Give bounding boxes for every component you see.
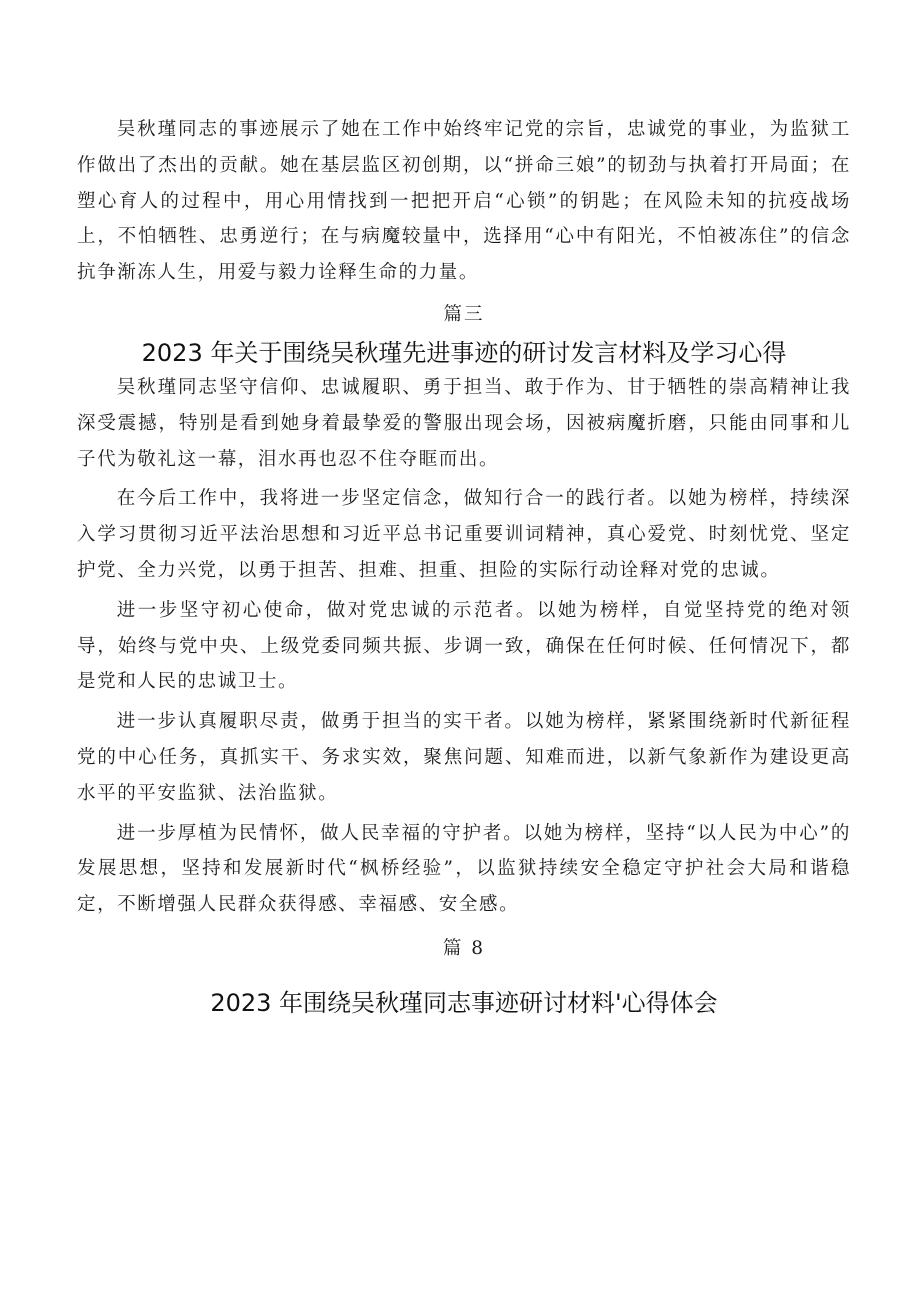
section-3-title: 2023 年关于围绕吴秋瑾先进事迹的研讨发言材料及学习心得 xyxy=(141,338,787,367)
section-3-paragraph: 进一步认真履职尽责，做勇于担当的实干者。以她为榜样，紧紧围绕新时代新征程党的中心任务，真抓实干、务求实效，聚焦问题、知难而进，以新气象新作为建设更高水平的平安监狱、法治监狱。 xyxy=(77,711,851,804)
section-3-paragraph: 在今后工作中，我将进一步坚定信念，做知行合一的践行者。以她为榜样，持续深入学习贯彻习近平法治思想和习近平总书记重要训词精神，真心爱党、时刻忧党、坚定护党、全力兴党，以勇于担苦、担难、担重、担险的实际行动诠释对党的忠诚。 xyxy=(77,488,851,581)
section-3-paragraph: 进一步厚植为民情怀，做人民幸福的守护者。以她为榜样，坚持“以人民为中心”的发展思想，坚持和发展新时代“枫桥经验”，以监狱持续安全稳定守护社会大局和谐稳定，不断增强人民群众获得感、幸福感、安全感。 xyxy=(77,822,851,916)
intro-paragraph: 吴秋瑾同志的事迹展示了她在工作中始终牢记党的宗旨，忠诚党的事业，为监狱工作做出了杰出的贡献。她在基层监区初创期，以“拼命三娘”的韧劲与执着打开局面；在塑心育人的过程中，用心用情找到一把把开启“心锁”的钥匙；在风险未知的抗疫战场上，不怕牺牲、忠勇逆行；在与病魔较量中，选择用“心中有阳光，不怕被冻住”的信念抗争渐冻人生，用爱与毅力诠释生命的力量。 xyxy=(77,119,851,284)
section-3-label: 篇三 xyxy=(443,303,485,325)
section-8-label: 篇 8 xyxy=(442,937,486,959)
section-3-paragraph: 进一步坚守初心使命，做对党忠诚的示范者。以她为榜样，自觉坚持党的绝对领导，始终与党中央、上级党委同频共振、步调一致，确保在任何时候、任何情况下，都是党和人民的忠诚卫士。 xyxy=(77,599,851,693)
section-8-title: 2023 年围绕吴秋瑾同志事迹研讨材料'心得体会 xyxy=(210,988,718,1017)
document-page xyxy=(77,112,851,1025)
section-3-paragraph: 吴秋瑾同志坚守信仰、忠诚履职、勇于担当、敢于作为、甘于牺牲的崇高精神让我深受震撼，特别是看到她身着最挚爱的警服出现会场，因被病魔折磨，只能由同事和儿子代为敬礼这一幕，泪水再也忍不住夺眶而出。 xyxy=(77,376,851,470)
